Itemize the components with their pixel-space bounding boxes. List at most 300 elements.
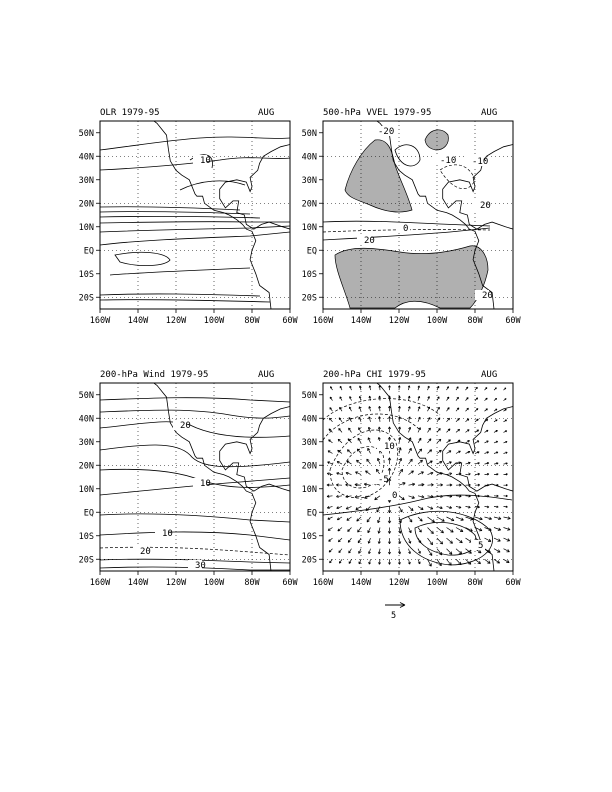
wind-vector	[418, 386, 420, 390]
wind-vector	[494, 495, 498, 497]
coastline-east	[220, 145, 290, 230]
wind-vector	[327, 506, 332, 508]
wind-vector	[388, 559, 390, 564]
panel-wind	[79, 370, 299, 588]
lat-tick-label: 20S	[301, 293, 317, 304]
wind-vector	[475, 387, 477, 390]
wind-vector	[369, 406, 371, 411]
lon-tick-label: 160W	[89, 578, 111, 588]
lon-tick-label: 120W	[165, 578, 187, 588]
wind-vector	[428, 538, 433, 545]
wind-vector	[355, 472, 361, 475]
lat-tick-label: EQ	[306, 508, 317, 519]
wind-vector	[466, 506, 471, 508]
wind-vector	[368, 427, 370, 432]
wind-vector	[447, 549, 453, 555]
contour-label: 30	[195, 561, 206, 571]
panel-vvel	[302, 108, 522, 326]
wind-vector	[485, 538, 492, 541]
wind-vector	[447, 538, 453, 543]
wind-vector	[355, 495, 361, 498]
wind-vector	[437, 397, 439, 401]
wind-vector	[409, 506, 414, 510]
wind-vector	[367, 459, 371, 464]
wind-vector	[456, 528, 463, 532]
wind-vector	[388, 549, 390, 555]
wind-vector	[418, 417, 420, 422]
wind-vector	[494, 441, 498, 443]
lat-tick-label: 20N	[78, 199, 94, 210]
wind-vector	[475, 419, 478, 422]
wind-vector	[340, 397, 342, 401]
lat-tick-label: 50N	[301, 128, 317, 139]
wind-vector	[475, 452, 479, 454]
wind-vector	[466, 398, 469, 401]
wind-vector	[399, 469, 403, 474]
wind-vector	[358, 538, 361, 543]
wind-vector	[466, 473, 471, 475]
lat-tick-label: 20N	[301, 461, 317, 472]
wind-vector	[329, 418, 332, 422]
wind-vector	[350, 396, 352, 400]
lat-tick-label: EQ	[83, 508, 94, 519]
wind-vector	[349, 428, 352, 432]
lon-tick-label: 80W	[244, 316, 260, 326]
wind-vector	[494, 398, 497, 400]
panel-olr	[79, 108, 299, 326]
wind-vector	[357, 517, 361, 521]
wind-vector	[338, 439, 342, 443]
lat-tick-label: 30N	[301, 175, 317, 186]
wind-vector	[388, 506, 391, 513]
lon-tick-label: 140W	[127, 578, 149, 588]
lat-tick-label: 20S	[301, 555, 317, 566]
lon-tick-label: 80W	[467, 578, 483, 588]
lat-tick-label: 20N	[78, 461, 94, 472]
wind-vector	[437, 517, 444, 521]
lat-tick-label: 40N	[301, 152, 317, 163]
wind-vector	[349, 407, 351, 411]
contour-label: 0	[403, 224, 409, 234]
wind-vector	[340, 386, 342, 390]
wind-vector	[357, 449, 361, 454]
wind-vector	[447, 528, 454, 533]
wind-vector	[329, 549, 332, 553]
wind-vector	[328, 451, 333, 454]
wind-vector	[475, 408, 478, 411]
lat-tick-label: 10N	[78, 222, 94, 233]
wind-vector	[347, 461, 352, 464]
lat-tick-label: 40N	[78, 152, 94, 163]
panel-title: 200-hPa CHI 1979-95	[323, 370, 426, 380]
lat-tick-label: 10N	[301, 484, 317, 495]
wind-vector	[447, 408, 450, 412]
wind-vector	[418, 559, 420, 564]
wind-vector	[485, 473, 490, 475]
vector-key	[385, 603, 405, 622]
wind-vector	[350, 386, 352, 390]
wind-vector	[378, 528, 381, 534]
wind-vector	[368, 538, 370, 543]
wind-vector	[327, 484, 333, 486]
wind-vector	[437, 484, 443, 487]
wind-vector	[418, 460, 423, 464]
wind-vector	[428, 439, 432, 443]
wind-vector	[428, 506, 433, 509]
wind-vector	[358, 438, 361, 443]
lat-tick-label: EQ	[83, 246, 94, 257]
contour-label: 5	[478, 541, 484, 551]
contour-label: 20	[180, 421, 191, 431]
lon-tick-label: 100W	[203, 578, 225, 588]
wind-vector	[418, 396, 420, 400]
wind-vector	[346, 495, 352, 498]
wind-vector	[369, 386, 371, 391]
wind-vector	[428, 450, 432, 454]
wind-vector	[388, 468, 391, 475]
wind-vector	[475, 398, 478, 401]
wind-vector	[485, 398, 488, 401]
wind-vector	[377, 506, 380, 512]
wind-vector	[338, 450, 342, 453]
wind-vector	[437, 461, 442, 464]
wind-vector	[409, 471, 414, 475]
lon-tick-label: 100W	[203, 316, 225, 326]
wind-vector	[409, 496, 415, 499]
wind-vector	[409, 528, 412, 533]
wind-vector	[330, 387, 332, 391]
contour-label: 10	[162, 529, 173, 539]
lat-tick-label: 20S	[78, 293, 94, 304]
wind-vector	[418, 472, 424, 475]
wind-vector	[348, 528, 352, 532]
wind-vector	[456, 538, 462, 543]
wind-vector	[418, 506, 423, 509]
contour-label: 10	[200, 479, 211, 489]
wind-vector	[494, 549, 500, 553]
lon-tick-label: 120W	[165, 316, 187, 326]
lon-tick-label: 60W	[505, 316, 521, 326]
wind-vector	[475, 484, 480, 486]
wind-vector	[408, 559, 410, 564]
lat-tick-label: 10N	[78, 484, 94, 495]
wind-vector	[504, 484, 508, 486]
wind-vector	[485, 559, 491, 563]
wind-vector	[377, 458, 380, 464]
lon-tick-label: 100W	[426, 578, 448, 588]
lon-tick-label: 100W	[426, 316, 448, 326]
contour-label: 10	[384, 442, 395, 452]
contour-label: 20	[140, 547, 151, 557]
wind-vector	[437, 407, 440, 411]
wind-vector	[336, 495, 342, 498]
wind-vector	[379, 396, 381, 401]
wind-vector	[466, 462, 471, 464]
wind-vector	[388, 427, 390, 433]
wind-vector	[466, 387, 468, 390]
wind-vector	[466, 484, 471, 486]
lon-tick-label: 140W	[350, 316, 372, 326]
coastline-east	[220, 407, 290, 492]
wind-vector	[437, 450, 441, 453]
wind-vector	[437, 538, 443, 544]
wind-vector	[494, 452, 498, 454]
wind-vector	[356, 460, 361, 464]
wind-vector	[475, 430, 479, 433]
wind-vector	[447, 440, 451, 443]
wind-vector	[504, 420, 507, 422]
wind-vector	[399, 496, 404, 500]
wind-vector	[418, 449, 422, 454]
wind-vector	[428, 386, 430, 390]
wind-vector	[494, 409, 497, 411]
panel-month: AUG	[481, 370, 498, 380]
wind-vector	[466, 419, 469, 422]
wind-vector	[409, 448, 412, 453]
wind-vector	[494, 528, 501, 531]
wind-vector	[409, 483, 415, 486]
wind-vector	[368, 438, 371, 443]
wind-vector	[329, 440, 333, 443]
panel-month: AUG	[258, 108, 275, 118]
panel-month: AUG	[481, 108, 498, 118]
wind-vector	[504, 549, 510, 552]
wind-vector	[447, 517, 455, 521]
wind-vector	[494, 473, 498, 475]
wind-vector	[447, 397, 449, 401]
lat-tick-label: 10S	[78, 531, 94, 542]
wind-vector	[358, 528, 361, 533]
wind-vector	[368, 528, 371, 533]
wind-vector	[378, 538, 381, 544]
wind-vector	[408, 406, 410, 411]
lat-tick-label: 50N	[78, 128, 94, 139]
wind-vector	[409, 517, 412, 522]
wind-vector	[475, 462, 480, 464]
wind-vector	[466, 408, 469, 411]
lon-tick-label: 60W	[282, 316, 298, 326]
wind-vector	[359, 417, 361, 422]
wind-vector	[336, 484, 342, 487]
lat-tick-label: EQ	[306, 246, 317, 257]
wind-vector	[368, 549, 370, 554]
contour-label: -10	[472, 157, 489, 167]
wind-vector	[428, 528, 434, 534]
wind-vector	[456, 484, 461, 486]
wind-vector	[337, 506, 342, 508]
wind-vector	[466, 451, 471, 453]
wind-vector	[399, 437, 401, 443]
wind-vector	[328, 528, 332, 531]
wind-vector	[485, 517, 492, 520]
wind-vector	[409, 538, 411, 543]
wind-vector	[504, 538, 510, 541]
wind-vector	[456, 506, 461, 508]
lon-tick-label: 80W	[244, 578, 260, 588]
wind-vector	[408, 417, 410, 422]
wind-vector	[504, 474, 508, 476]
wind-vector	[437, 549, 442, 555]
lat-tick-label: 40N	[301, 414, 317, 425]
wind-vector	[369, 417, 371, 422]
wind-vector	[475, 441, 479, 443]
wind-vector	[408, 427, 410, 432]
wind-vector	[399, 506, 402, 512]
wind-vector	[485, 409, 488, 412]
wind-vector	[428, 484, 434, 487]
lon-tick-label: 140W	[127, 316, 149, 326]
contour-label: -20	[378, 127, 395, 137]
lat-tick-label: 50N	[78, 390, 94, 401]
wind-vector	[447, 462, 452, 464]
wind-vector	[398, 417, 400, 422]
contour-label: 20	[364, 236, 375, 246]
contour-label: -10	[440, 156, 457, 166]
lat-tick-label: 50N	[301, 390, 317, 401]
wind-vector	[328, 462, 333, 464]
wind-vector	[367, 517, 370, 522]
vector-key-label: 5	[391, 611, 397, 621]
lat-tick-label: 10S	[301, 531, 317, 542]
lon-tick-label: 120W	[388, 316, 410, 326]
wind-vector	[346, 506, 351, 509]
wind-vector	[494, 517, 501, 520]
wind-vector	[494, 506, 498, 508]
wind-vector	[398, 559, 400, 564]
wind-vector	[504, 399, 507, 401]
lat-tick-label: 10S	[78, 269, 94, 280]
wind-vector	[504, 559, 510, 562]
wind-vector	[494, 559, 500, 563]
wind-vector	[485, 452, 489, 454]
wind-vector	[399, 448, 402, 454]
lon-tick-label: 60W	[282, 578, 298, 588]
wind-vector	[388, 416, 390, 421]
wind-vector	[504, 452, 508, 454]
lon-tick-label: 160W	[312, 316, 334, 326]
wind-vector	[359, 549, 361, 554]
lat-tick-label: 30N	[78, 437, 94, 448]
wind-vector	[378, 549, 380, 554]
wind-vector	[355, 483, 361, 486]
wind-vector	[327, 495, 333, 497]
wind-vector	[339, 549, 342, 553]
lat-tick-label: 40N	[78, 414, 94, 425]
wind-vector	[378, 517, 381, 523]
wind-vector	[409, 459, 413, 464]
wind-vector	[339, 559, 342, 563]
wind-vector	[428, 472, 434, 474]
contour-label: -5	[378, 475, 389, 485]
wind-vector	[456, 429, 460, 432]
wind-vector	[428, 461, 433, 464]
wind-vector	[379, 559, 381, 564]
wind-vector	[447, 418, 450, 422]
wind-vector	[376, 469, 380, 474]
wind-vector	[504, 441, 508, 443]
wind-vector	[418, 495, 424, 498]
wind-vector	[375, 496, 380, 500]
wind-vectors	[327, 386, 511, 567]
panel-title: 200-hPa Wind 1979-95	[100, 370, 209, 380]
wind-vector	[475, 559, 481, 564]
wind-vector	[378, 417, 380, 422]
wind-vector	[418, 407, 420, 412]
wind-vector	[437, 428, 440, 432]
lon-tick-label: 120W	[388, 578, 410, 588]
wind-vector	[378, 427, 380, 433]
lat-tick-label: 10S	[301, 269, 317, 280]
wind-vector	[456, 387, 458, 390]
contour-label: 0	[392, 491, 398, 501]
wind-vector	[437, 386, 439, 390]
wind-vector	[456, 559, 461, 565]
wind-vector	[456, 419, 459, 422]
panel-chi	[302, 370, 522, 588]
lat-tick-label: 20N	[301, 199, 317, 210]
lat-tick-label: 10N	[301, 222, 317, 233]
wind-vector	[337, 473, 343, 475]
wind-vector	[485, 388, 488, 391]
wind-vector	[494, 420, 497, 422]
wind-vector	[347, 450, 351, 454]
wind-vector	[456, 517, 464, 520]
contour-label: 10	[200, 156, 211, 166]
wind-vector	[346, 472, 352, 474]
wind-vector	[504, 528, 511, 531]
lat-tick-label: 20S	[78, 555, 94, 566]
wind-vector	[437, 528, 444, 533]
wind-vector	[447, 506, 452, 508]
wind-vector	[437, 439, 441, 443]
wind-vector	[398, 406, 400, 411]
lon-tick-label: 160W	[89, 316, 111, 326]
wind-vector	[466, 441, 470, 443]
wind-vector	[329, 538, 333, 541]
panel-title: 500-hPa VVEL 1979-95	[323, 108, 432, 118]
wind-vector	[456, 549, 462, 554]
wind-vector	[330, 397, 332, 401]
wind-vector	[504, 506, 508, 508]
wind-vector	[447, 429, 451, 433]
wind-vector	[408, 386, 410, 391]
wind-vector	[466, 430, 470, 433]
wind-vector	[485, 441, 489, 443]
wind-vector	[456, 397, 459, 400]
wind-vector	[339, 428, 342, 432]
wind-vector	[504, 463, 508, 465]
wind-vector	[337, 461, 342, 464]
wind-vector	[356, 506, 361, 509]
wind-vector	[388, 458, 391, 464]
wind-vector	[485, 506, 490, 508]
wind-vector	[418, 483, 424, 486]
wind-vector	[418, 438, 421, 443]
lat-tick-label: 30N	[78, 175, 94, 186]
wind-vector	[437, 506, 442, 508]
wind-vector	[347, 517, 352, 520]
wind-vector	[359, 428, 362, 433]
wind-vector	[369, 559, 371, 564]
wind-vector	[494, 463, 498, 465]
wind-vector	[349, 549, 352, 553]
wind-vector	[504, 495, 508, 497]
wind-vector	[359, 559, 361, 564]
lon-tick-label: 60W	[505, 578, 521, 588]
wind-vector	[418, 538, 421, 543]
wind-vector	[456, 451, 461, 453]
wind-vector	[494, 538, 500, 541]
